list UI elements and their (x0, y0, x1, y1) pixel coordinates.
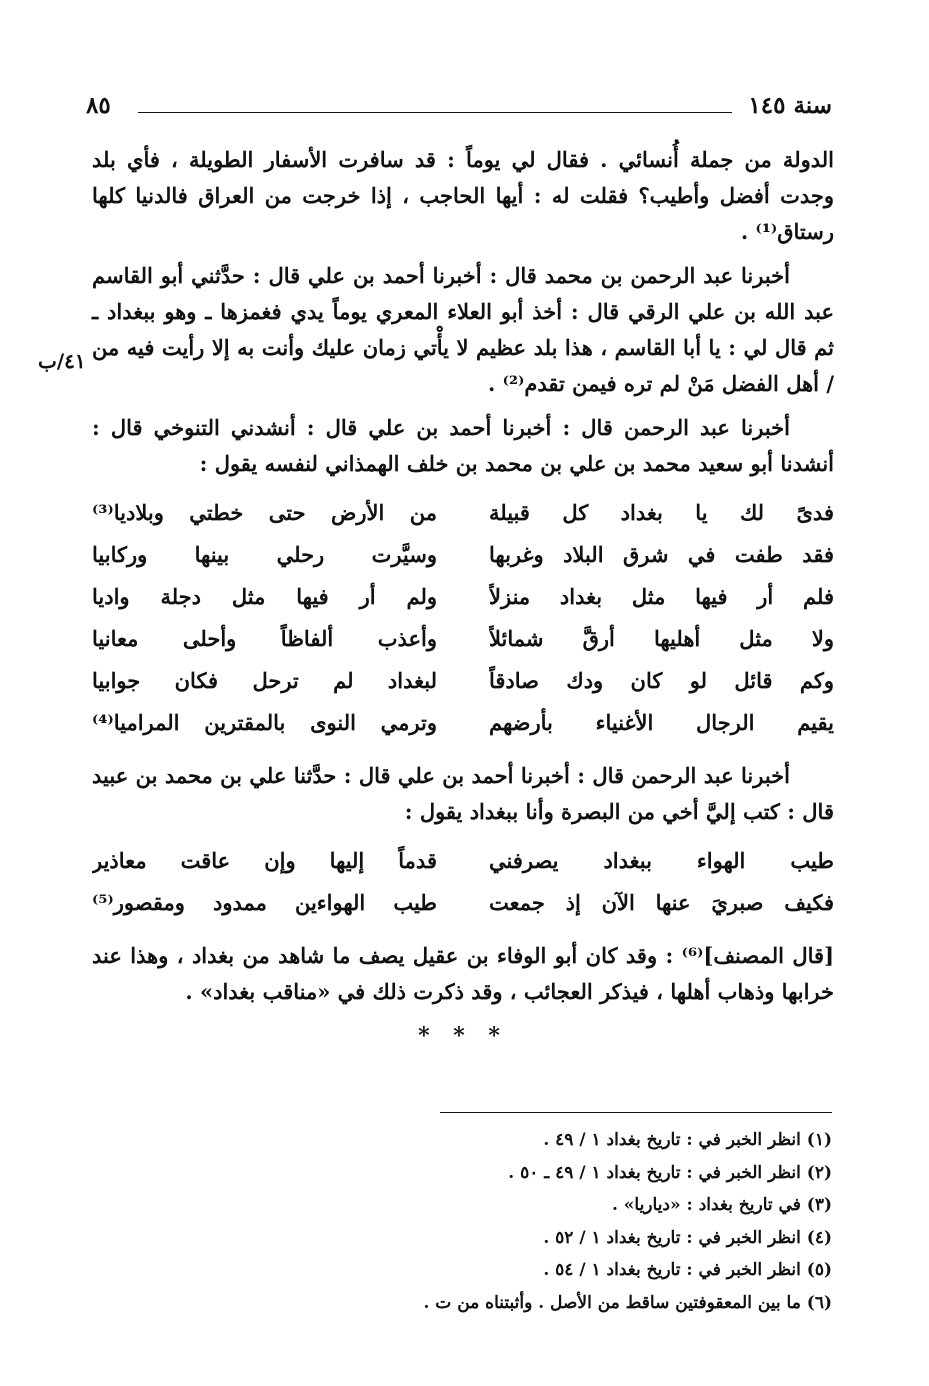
footnote: (٣) في تاريخ بغداد : «دياريا» . (611, 1195, 832, 1215)
paragraph-2: أخبرنا عبد الرحمن بن محمد قال : أخبرنا أحمد بن علي قال : حدَّثني أبو القاسم عبد الله بن علي الرقي قال : أخذ أبو العلاء المعري يوماً يدي فغمزها ـ وهو ببغداد ـ ثم قال لي : يا أبا القاسم ، هذا بلد عظيم لا يأْتي زمان عليك وأنت به إلا رأيت فيه من / أهل الفضل مَنْ لم تره فيمن تقدم⁽²⁾ . (92, 263, 834, 396)
second-hemistich: وأعذب ألفاظاً وأحلى معانيا (92, 626, 437, 651)
verse (92, 534, 834, 576)
first-hemistich: فلم أر فيها مثل بغداد منزلاً (489, 584, 834, 609)
footnote: (٤) انظر الخبر في : تاريخ بغداد ١ / ٥٢ . (543, 1227, 832, 1248)
running-title: سنة ١٤٥ (748, 92, 832, 119)
verse (92, 660, 834, 702)
verse (92, 882, 834, 924)
second-hemistich: قدماً إليها وإن عاقت معاذير (92, 848, 437, 873)
footnote: (٢) انظر الخبر في : تاريخ بغداد ١ / ٤٩ ـ ٥٠ . (508, 1162, 832, 1183)
first-hemistich: فكيف صبريَ عنها الآن إذ جمعت (489, 890, 834, 915)
second-hemistich: وسيَّرت رحلي بينها وركابيا (92, 542, 437, 567)
verse (92, 492, 834, 534)
page-number: ٨٥ (86, 92, 111, 119)
main-text (92, 142, 834, 1054)
page-header (86, 92, 832, 126)
paragraph-1: الدولة من جملة أُنسائي . فقال لي يوماً : قد سافرت الأسفار الطويلة ، فأي بلد وجدت أفضل وأطيب؟ فقلت له : أيها الحاجب ، إذا خرجت من العراق فالدنيا كلها رستاق⁽¹⁾ . (92, 147, 834, 244)
footnotes (272, 1124, 832, 1319)
footnote: (٦) ما بين المعقوفتين ساقط من الأصل . وأثبتناه من ت . (423, 1292, 832, 1313)
second-hemistich: وترمي النوى بالمقترين المراميا⁽⁴⁾ (92, 710, 437, 735)
verse (92, 702, 834, 744)
section-separator: * * * (418, 1023, 508, 1049)
header-rule (138, 112, 732, 113)
verse (92, 840, 834, 882)
poem-air (92, 840, 834, 924)
paragraph-3: أخبرنا عبد الرحمن قال : أخبرنا أحمد بن علي قال : أنشدني التنوخي قال : أنشدنا أبو سعيد محمد بن علي بن محمد بن خلف الهمذاني لنفسه يقول : (92, 415, 834, 476)
verse (92, 618, 834, 660)
footnote-rule (440, 1112, 832, 1113)
poem-baghdad (92, 492, 834, 744)
verse (92, 576, 834, 618)
paragraph-4: أخبرنا عبد الرحمن قال : أخبرنا أحمد بن علي قال : حدَّثنا علي بن محمد بن عبيد قال : كتب إليَّ أخي من البصرة وأنا ببغداد يقول : (92, 763, 834, 824)
first-hemistich: يقيم الرجال الأغنياء بأرضهم (489, 710, 834, 735)
first-hemistich: فدىً لك يا بغداد كل قبيلة (489, 500, 834, 525)
first-hemistich: فقد طفت في شرق البلاد وغربها (489, 542, 834, 567)
second-hemistich: لبغداد لم ترحل فكان جوابيا (92, 668, 437, 693)
paragraph-5: [قال المصنف]⁽⁶⁾ : وقد كان أبو الوفاء بن عقيل يصف ما شاهد من بغداد ، وهذا عند خرابها وذهاب أهلها ، فيذكر العجائب ، وقد ذكرت ذلك في «مناقب بغداد» . (92, 943, 835, 1004)
second-hemistich: من الأرض حتى خطتي وبلاديا⁽³⁾ (92, 500, 437, 525)
second-hemistich: طيب الهواءين ممدود ومقصور⁽⁵⁾ (92, 890, 437, 915)
first-hemistich: طيب الهواء ببغداد يصرفني (489, 848, 834, 873)
first-hemistich: ولا مثل أهليها أرقَّ شمائلاً (489, 626, 834, 651)
first-hemistich: وكم قائل لو كان ودك صادقاً (489, 668, 834, 693)
footnote: (٥) انظر الخبر في : تاريخ بغداد ١ / ٥٤ . (543, 1260, 832, 1280)
footnote: (١) انظر الخبر في : تاريخ بغداد ١ / ٤٩ . (543, 1130, 832, 1150)
margin-folio-note: ٤١/ب (38, 349, 86, 373)
second-hemistich: ولم أر فيها مثل دجلة واديا (92, 584, 437, 609)
